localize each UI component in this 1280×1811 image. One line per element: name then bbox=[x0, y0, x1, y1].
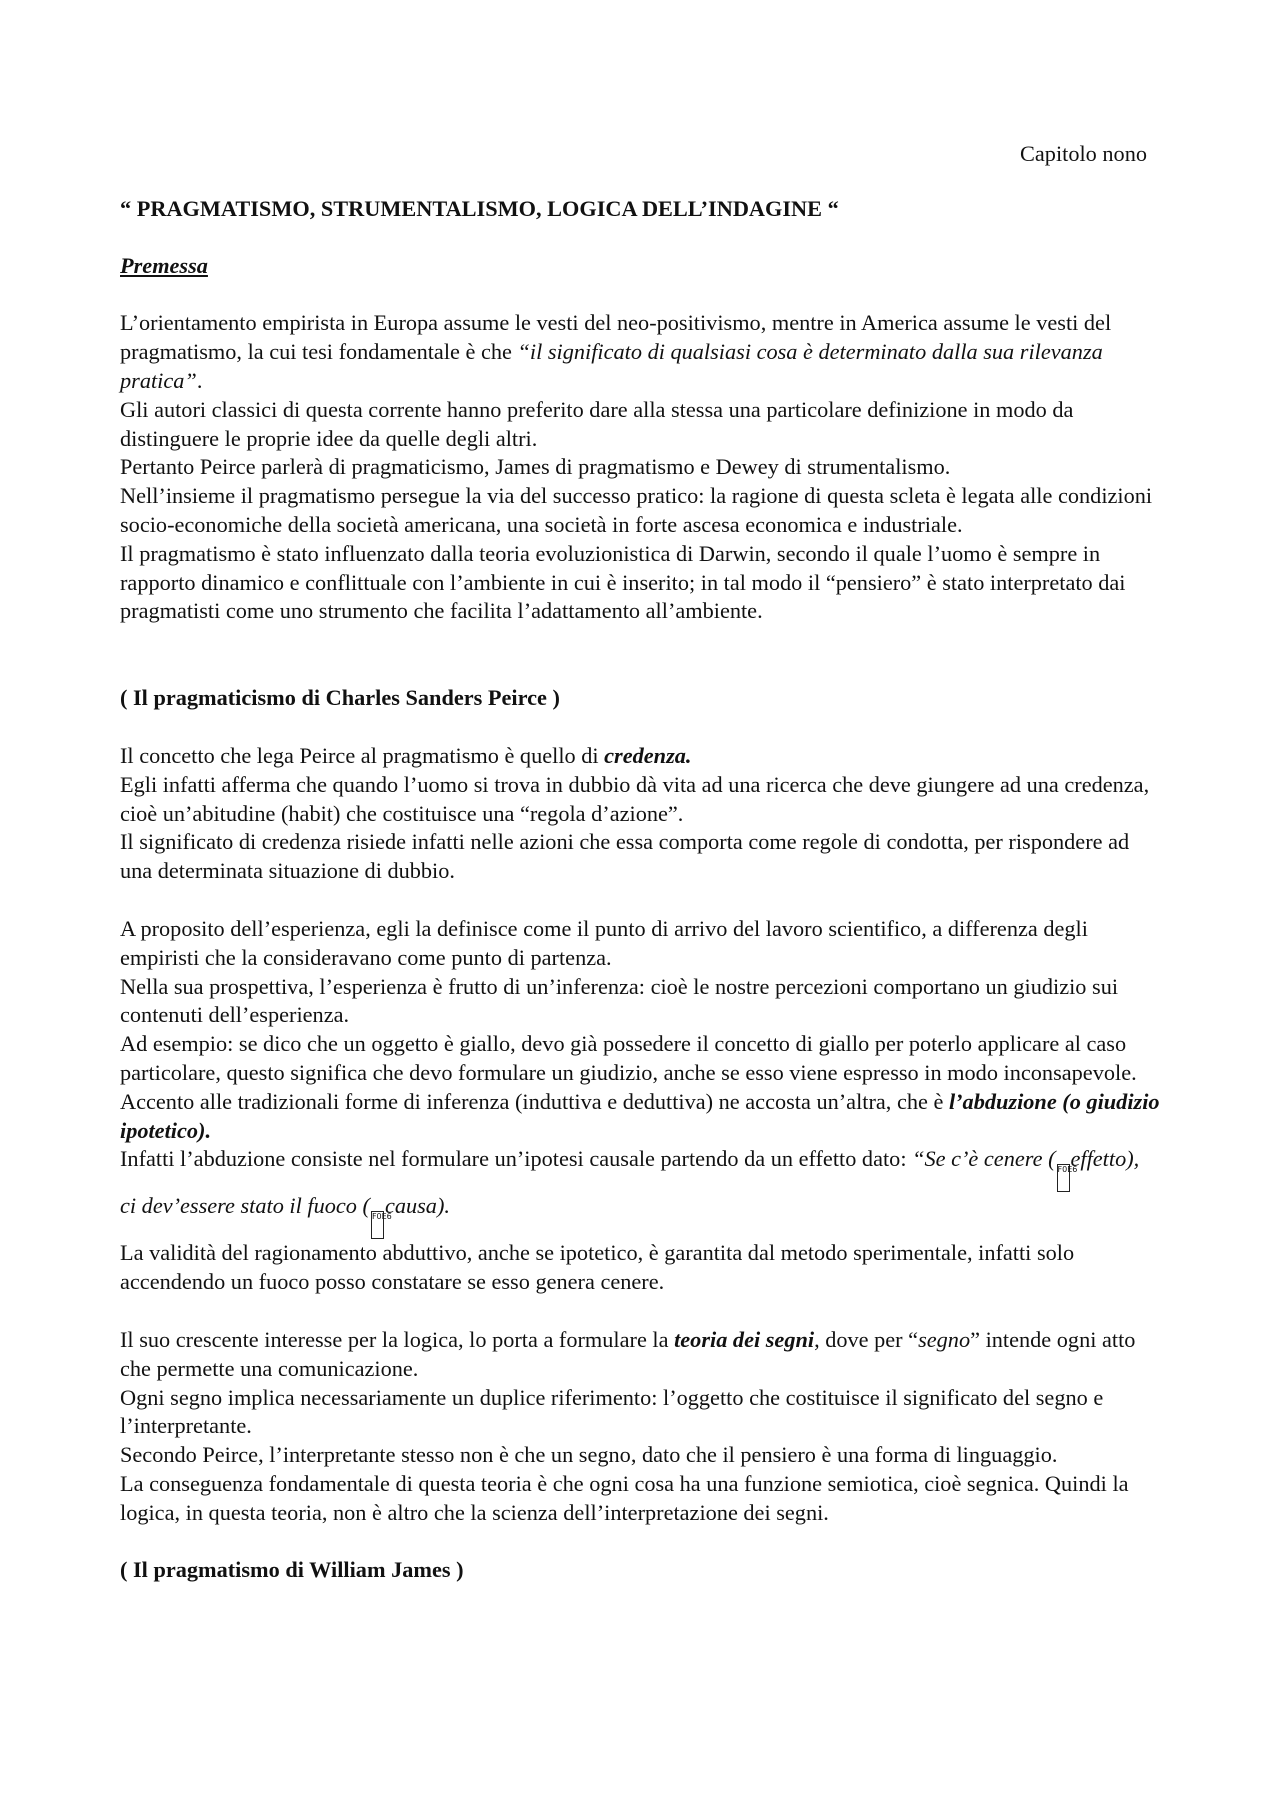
paragraph: Egli infatti afferma che quando l’uomo si trova in dubbio dà vita ad una ricerca che deve giungere ad una credenza, cioè un’abitudine (habit) che costituisce una “regola d’azione”. bbox=[120, 771, 1150, 826]
chapter-label: Capitolo nono bbox=[1020, 141, 1147, 166]
paragraph: La conseguenza fondamentale di questa teoria è che ogni cosa ha una funzione semiotica, cioè segnica. Quindi la logica, in questa teoria, non è altro che la scienza dell’interpretazione dei segni. bbox=[120, 1470, 1129, 1525]
paragraph: Pertanto Peirce parlerà di pragmaticismo, James di pragmatismo e Dewey di strumentalismo. bbox=[120, 454, 951, 480]
chapter-title: “ PRAGMATISMO, STRUMENTALISMO, LOGICA DELL’INDAGINE “ bbox=[120, 195, 839, 221]
text-run: “Se c’è cenere ( bbox=[912, 1146, 1056, 1172]
text-run: effetto), ci dev’essere stato il fuoco ( bbox=[120, 1146, 1140, 1219]
missing-glyph-icon: F0E6 bbox=[371, 1211, 384, 1239]
text-run: , dove per “ bbox=[814, 1326, 919, 1352]
text-run: Infatti l’abduzione consiste nel formulare un’ipotesi causale partendo da un effetto dato: bbox=[120, 1146, 913, 1172]
key-term: teoria dei segni bbox=[674, 1326, 815, 1352]
paragraph: La validità del ragionamento abduttivo, anche se ipotetico, è garantita dal metodo sperimentale, infatti solo accendendo un fuoco posso constatare se esso genera cenere. bbox=[120, 1240, 1075, 1295]
paragraph bbox=[120, 742, 1160, 771]
paragraph bbox=[120, 309, 1160, 395]
section-heading-james: ( Il pragmatismo di William James ) bbox=[120, 1557, 464, 1583]
text-run: Accento alle tradizionali forme di inferenza (induttiva e deduttiva) ne accosta un’altra, che è bbox=[120, 1088, 949, 1114]
paragraph: Il significato di credenza risiede infatti nelle azioni che essa comporta come regole di condotta, per rispondere ad una determinata situazione di dubbio. bbox=[120, 829, 1130, 884]
missing-glyph-icon: F0E6 bbox=[1057, 1164, 1070, 1192]
paragraph: Secondo Peirce, l’interpretante stesso non è che un segno, dato che il pensiero è una forma di linguaggio. bbox=[120, 1442, 1058, 1468]
text-run: L’orientamento empirista in Europa assume le vesti del neo-positivismo, mentre in America assume le vesti del pragmatismo, la cui tesi fondamentale è che bbox=[120, 310, 1112, 365]
paragraph: Gli autori classici di questa corrente hanno preferito dare alla stessa una particolare definizione in modo da distinguere le proprie idee da quelle degli altri. bbox=[120, 396, 1074, 451]
paragraph bbox=[120, 1326, 1160, 1384]
text-run: ” intende ogni atto che permette una comunicazione. bbox=[120, 1326, 1136, 1381]
document-body bbox=[120, 140, 1160, 1585]
paragraph: Il pragmatismo è stato influenzato dalla teoria evoluzionistica di Darwin, secondo il quale l’uomo è sempre in rapporto dinamico e conflittuale con l’ambiente in cui è inserito; in tal modo il “pensiero” è stato interpretato dai pragmatisti come uno strumento che facilita l’adattamento all’ambiente. bbox=[120, 540, 1126, 624]
section-heading-peirce: ( Il pragmaticismo di Charles Sanders Peirce ) bbox=[120, 685, 560, 711]
key-term: l’abduzione (o giudizio ipotetico). bbox=[120, 1088, 1160, 1143]
key-term: credenza. bbox=[604, 742, 692, 768]
text-run: Il suo crescente interesse per la logica, lo porta a formulare la bbox=[120, 1326, 675, 1352]
paragraph bbox=[120, 1145, 1160, 1239]
paragraph bbox=[120, 1088, 1160, 1146]
paragraph: Nella sua prospettiva, l’esperienza è frutto di un’inferenza: cioè le nostre percezioni comportano un giudizio sui contenuti dell’esperienza. bbox=[120, 973, 1119, 1028]
text-run: causa). bbox=[384, 1193, 450, 1219]
paragraph: A proposito dell’esperienza, egli la definisce come il punto di arrivo del lavoro scientifico, a differenza degli empiristi che la consideravano come punto di partenza. bbox=[120, 915, 1088, 970]
key-term: segno bbox=[918, 1326, 971, 1352]
paragraph: Ogni segno implica necessariamente un duplice riferimento: l’oggetto che costituisce il significato del segno e l’interpretante. bbox=[120, 1384, 1104, 1439]
paragraph: Ad esempio: se dico che un oggetto è giallo, devo già possedere il concetto di giallo per poterlo applicare al caso particolare, questo significa che devo formulare un giudizio, anche se esso viene espresso in modo inconsapevole. bbox=[120, 1031, 1137, 1085]
text-run: . bbox=[196, 367, 203, 393]
text-run: Il concetto che lega Peirce al pragmatismo è quello di bbox=[120, 742, 605, 768]
quote-text: “il significato di qualsiasi cosa è determinato dalla sua rilevanza pratica” bbox=[120, 339, 1103, 393]
section-heading-premessa: Premessa bbox=[120, 252, 208, 278]
paragraph: Nell’insieme il pragmatismo persegue la via del successo pratico: la ragione di questa scleta è legata alle condizioni socio-economiche della società americana, una società in forte ascesa economica e industriale. bbox=[120, 483, 1153, 537]
